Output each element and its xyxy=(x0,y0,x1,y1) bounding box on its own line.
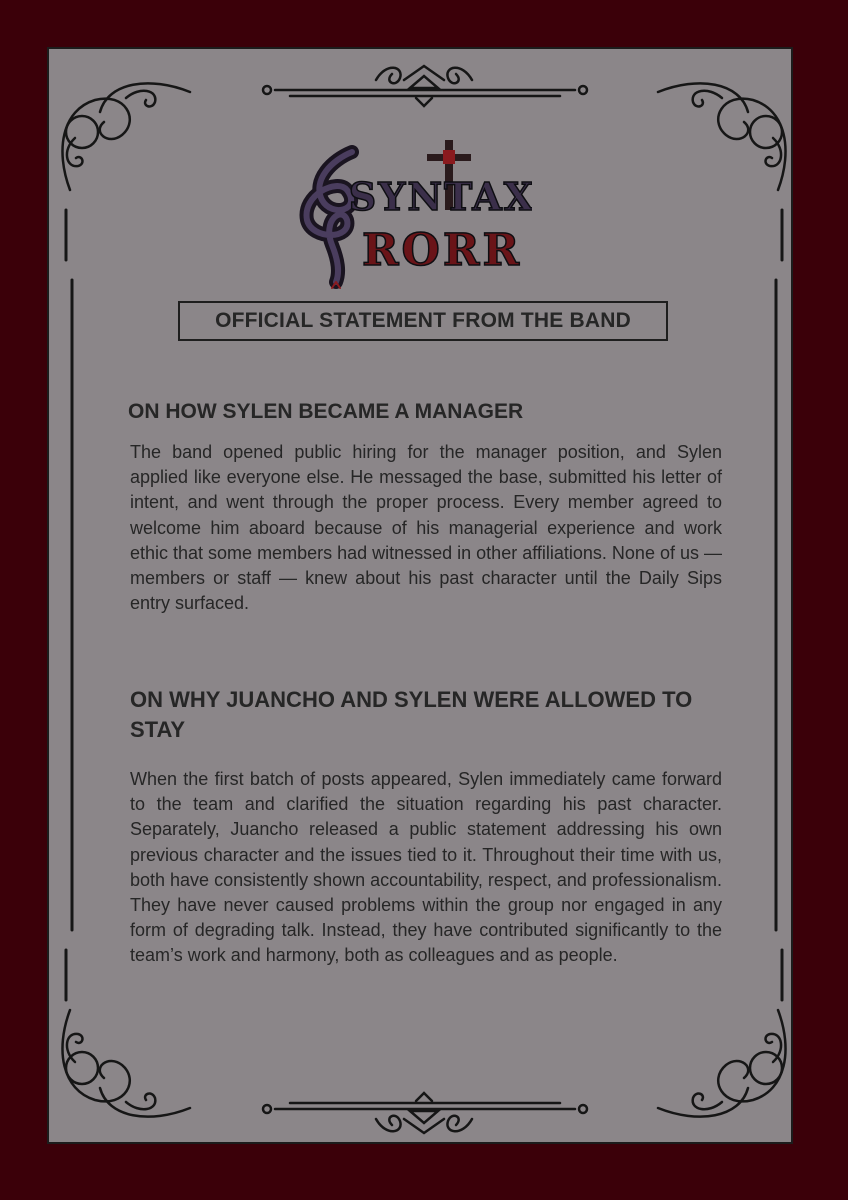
section-heading: ON WHY JUANCHO AND SYLEN WERE ALLOWED TO STAY xyxy=(130,687,693,742)
section-heading: ON HOW SYLEN BECAME A MANAGER xyxy=(128,400,524,423)
statement-banner: OFFICIAL STATEMENT FROM THE BAND xyxy=(178,301,668,341)
svg-text:RORR: RORR xyxy=(361,225,523,276)
section-stay xyxy=(130,685,722,745)
serpent-icon xyxy=(307,152,352,288)
svg-text:SYNTAX: SYNTAX xyxy=(348,174,532,219)
section-manager-body xyxy=(130,440,722,616)
section-paragraph: When the first batch of posts appeared, Sylen immediately came forward to the team and clarified the situation regarding his past character. Separately, Juancho released a public statement addressing his own previous character and the issues tied to it. Throughout their time with us, both have consistently shown accountability, respect, and professionalism. They have never caused problems within the group nor engaged in any form of degrading talk. Instead, they have contributed significantly to the team’s work and harmony, both as colleagues and as people. xyxy=(130,769,722,966)
band-logo xyxy=(292,140,532,290)
section-manager xyxy=(130,397,722,426)
section-stay-body xyxy=(130,767,722,969)
section-paragraph: The band opened public hiring for the manager position, and Sylen applied like everyone else. He messaged the base, submitted his letter of intent, and went through the proper process. Every member agreed to welcome him aboard because of his managerial experience and work ethic that some members had witnessed in other affiliations. None of us — members or staff — knew about his past character until the Daily Sips entry surfaced. xyxy=(130,442,722,614)
